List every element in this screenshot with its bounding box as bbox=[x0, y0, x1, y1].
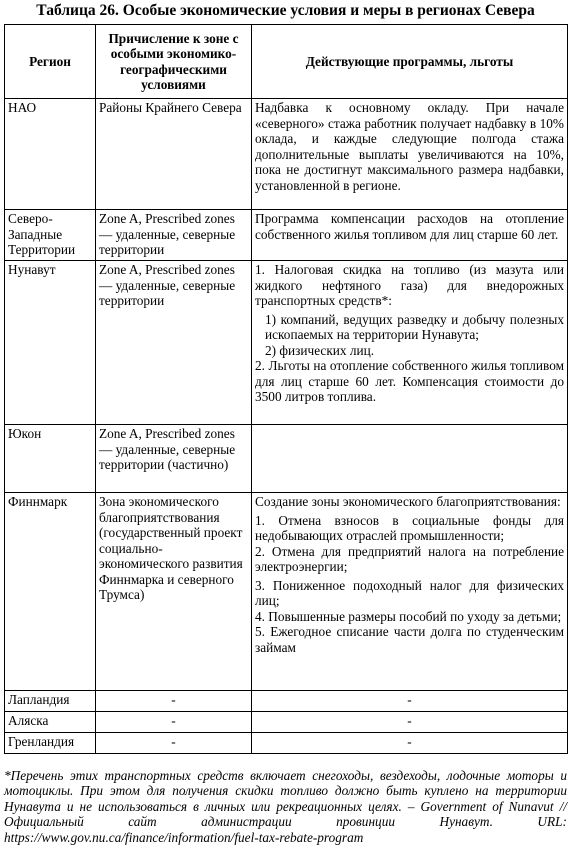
program-text: 4. Повышенные размеры пособий по уходу за детьми; bbox=[255, 608, 562, 624]
cell-programs bbox=[252, 210, 568, 261]
program-text: Программа компенсации расходов на отопление собственного жилья топливом для лиц старше 60 лет. bbox=[255, 211, 564, 242]
header-programs: Действующие программы, льготы bbox=[252, 25, 568, 99]
regions-table bbox=[4, 24, 568, 754]
cell-programs bbox=[252, 261, 568, 425]
cell-zone: - bbox=[96, 733, 252, 754]
cell-zone: - bbox=[96, 691, 252, 712]
cell-region: Гренландия bbox=[5, 733, 96, 754]
program-subitem: 1) компаний, ведущих разведку и добычу полезных ископаемых на территории Нунавута; bbox=[265, 311, 564, 342]
table-title: Таблица 26. Особые экономические условия и меры в регионах Севера bbox=[36, 2, 535, 19]
cell-region: Финнмарк bbox=[5, 493, 96, 691]
program-text: 1. Налоговая скидка на топливо (из мазута или жидкого нефтяного газа) для внедорожных транспортных средств*: bbox=[255, 262, 564, 308]
cell-programs bbox=[252, 99, 568, 210]
cell-region: Лапландия bbox=[5, 691, 96, 712]
table-row bbox=[5, 261, 568, 425]
cell-region: Северо-Западные Территории bbox=[5, 210, 96, 261]
table-row bbox=[5, 733, 568, 754]
program-text: Надбавка к основному окладу. При начале «северного» стажа работник получает надбавку в 10% оклада, и каждые следующие полгода стажа дополнительные выплаты увеличиваются на 10%, пока не достигнут максимального размера надбавки, установленной в регионе. bbox=[255, 100, 564, 193]
cell-zone: Zone A, Prescribed zones — удаленные, северные территории bbox=[96, 261, 252, 425]
cell-programs: - bbox=[252, 691, 568, 712]
program-text: 3. Пониженное подоходный налог для физических лиц; bbox=[255, 577, 564, 608]
cell-zone: - bbox=[96, 712, 252, 733]
cell-programs bbox=[252, 425, 568, 493]
program-subitem: 2) физических лиц. bbox=[265, 342, 375, 358]
cell-region: Нунавут bbox=[5, 261, 96, 425]
program-text: 2. Отмена для предприятий налога на потребление электроэнергии; bbox=[255, 543, 564, 574]
program-text: 2. Льготы на отопление собственного жилья топливом для лиц старше 60 лет. Компенсация стоимости до 3500 литров топлива. bbox=[255, 358, 564, 404]
header-zone: Причисление к зоне с особыми экономико-географическими условиями bbox=[96, 25, 252, 99]
cell-region: НАО bbox=[5, 99, 96, 210]
table-row bbox=[5, 210, 568, 261]
table-row bbox=[5, 425, 568, 493]
cell-zone: Зона экономического благоприятствования (государственный проект социально-экономического развития Финнмарка и северного Трумса) bbox=[96, 493, 252, 691]
header-region: Регион bbox=[5, 25, 96, 99]
table-row bbox=[5, 712, 568, 733]
cell-programs: - bbox=[252, 733, 568, 754]
cell-zone: Zone A, Prescribed zones — удаленные, северные территории (частично) bbox=[96, 425, 252, 493]
program-text: 5. Ежегодное списание части долга по студенческим займам bbox=[255, 624, 564, 655]
cell-zone: Zone A, Prescribed zones — удаленные, северные территории bbox=[96, 210, 252, 261]
program-text: Создание зоны экономического благоприятствования: bbox=[255, 494, 561, 509]
table-row bbox=[5, 99, 568, 210]
program-text: 1. Отмена взносов в социальные фонды для недобывающих отраслей промышленности; bbox=[255, 512, 564, 543]
cell-programs bbox=[252, 493, 568, 691]
cell-region: Юкон bbox=[5, 425, 96, 493]
table-row bbox=[5, 691, 568, 712]
header-row bbox=[5, 25, 568, 99]
footnote: *Перечень этих транспортных средств включает снегоходы, вездеходы, лодочные моторы и мотоциклы. При этом для получения скидки топливо должно быть куплено на территории Нунавута и не использоваться в личных или рекреационных целях. – Government of Nunavut // Официальный сайт администрации провинции Нунавут. URL: https://www.gov.nu.ca/finance/information/fuel-tax-rebate-program bbox=[4, 768, 567, 845]
cell-programs: - bbox=[252, 712, 568, 733]
table-row bbox=[5, 493, 568, 691]
cell-zone: Районы Крайнего Севера bbox=[96, 99, 252, 210]
cell-region: Аляска bbox=[5, 712, 96, 733]
